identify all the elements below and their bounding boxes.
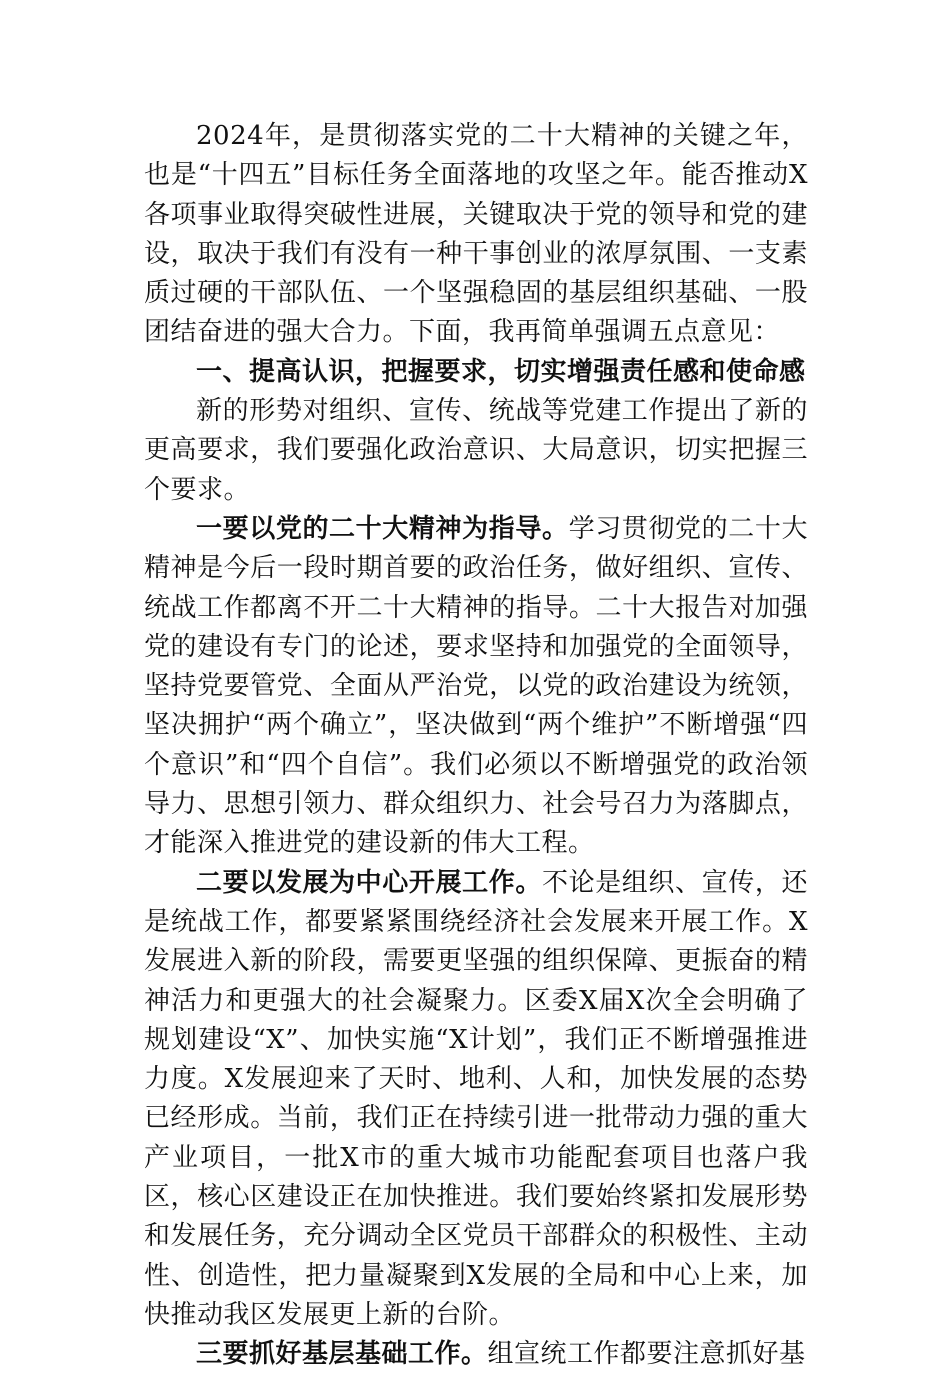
point-paragraph-3 [144,1335,808,1374]
point-paragraph-2 [144,864,808,1336]
point-body-3: 组宣统工作都要注意抓好基 [487,1339,806,1370]
point-paragraph-1 [144,510,808,864]
section-heading: 一、提高认识，把握要求，切实增强责任感和使命感 [196,356,806,387]
point-body-2: 不论是组织、宣传，还是统战工作，都要紧紧围绕经济社会发展来开展工作。X发展进入新的阶段，需要更坚强的组织保障、更振奋的精神活力和更强大的社会凝聚力。区委X届X次全会明确了规划建设“X”、加快实施“X计划”，我们正不断增强推进力度。X发展迎来了天时、地利、人和，加快发展的态势已经形成。当前，我们正在持续引进一批带动力强的重大产业项目，一批X市的重大城市功能配套项目也落户我区，核心区建设正在加快推进。我们要始终紧扣发展形势和发展任务，充分调动全区党员干部群众的积极性、主动性、创造性，把力量凝聚到X发展的全局和中心上来，加快推动我区发展更上新的台阶。 [144,867,808,1330]
point-body-1: 学习贯彻党的二十大精神是今后一段时期首要的政治任务，做好组织、宣传、统战工作都离不开二十大精神的指导。二十大报告对加强党的建设有专门的论述，要求坚持和加强党的全面领导，坚持党要管党、全面从严治党，以党的政治建设为统领，坚决拥护“两个确立”，坚决做到“两个维护”不断增强“四个意识”和“四个自信”。我们必须以不断增强党的政治领导力、思想引领力、群众组织力、社会号召力为落脚点，才能深入推进党的建设新的伟大工程。 [144,513,808,859]
point-lead-1: 一要以党的二十大精神为指导。 [196,513,569,544]
intro-paragraph: 2024年，是贯彻落实党的二十大精神的关键之年，也是“十四五”目标任务全面落地的攻坚之年。能否推动X各项事业取得突破性进展，关键取决于党的领导和党的建设，取决于我们有没有一种干事创业的浓厚氛围、一支素质过硬的干部队伍、一个坚强稳固的基层组织基础、一股团结奋进的强大合力。下面，我再简单强调五点意见： [144,121,808,348]
section-intro-paragraph: 新的形势对组织、宣传、统战等党建工作提出了新的更高要求，我们要强化政治意识、大局意识，切实把握三个要求。 [144,396,808,505]
point-lead-3: 三要抓好基层基础工作。 [196,1339,488,1370]
document-body [144,117,808,1375]
point-lead-2: 二要以发展为中心开展工作。 [196,867,542,898]
